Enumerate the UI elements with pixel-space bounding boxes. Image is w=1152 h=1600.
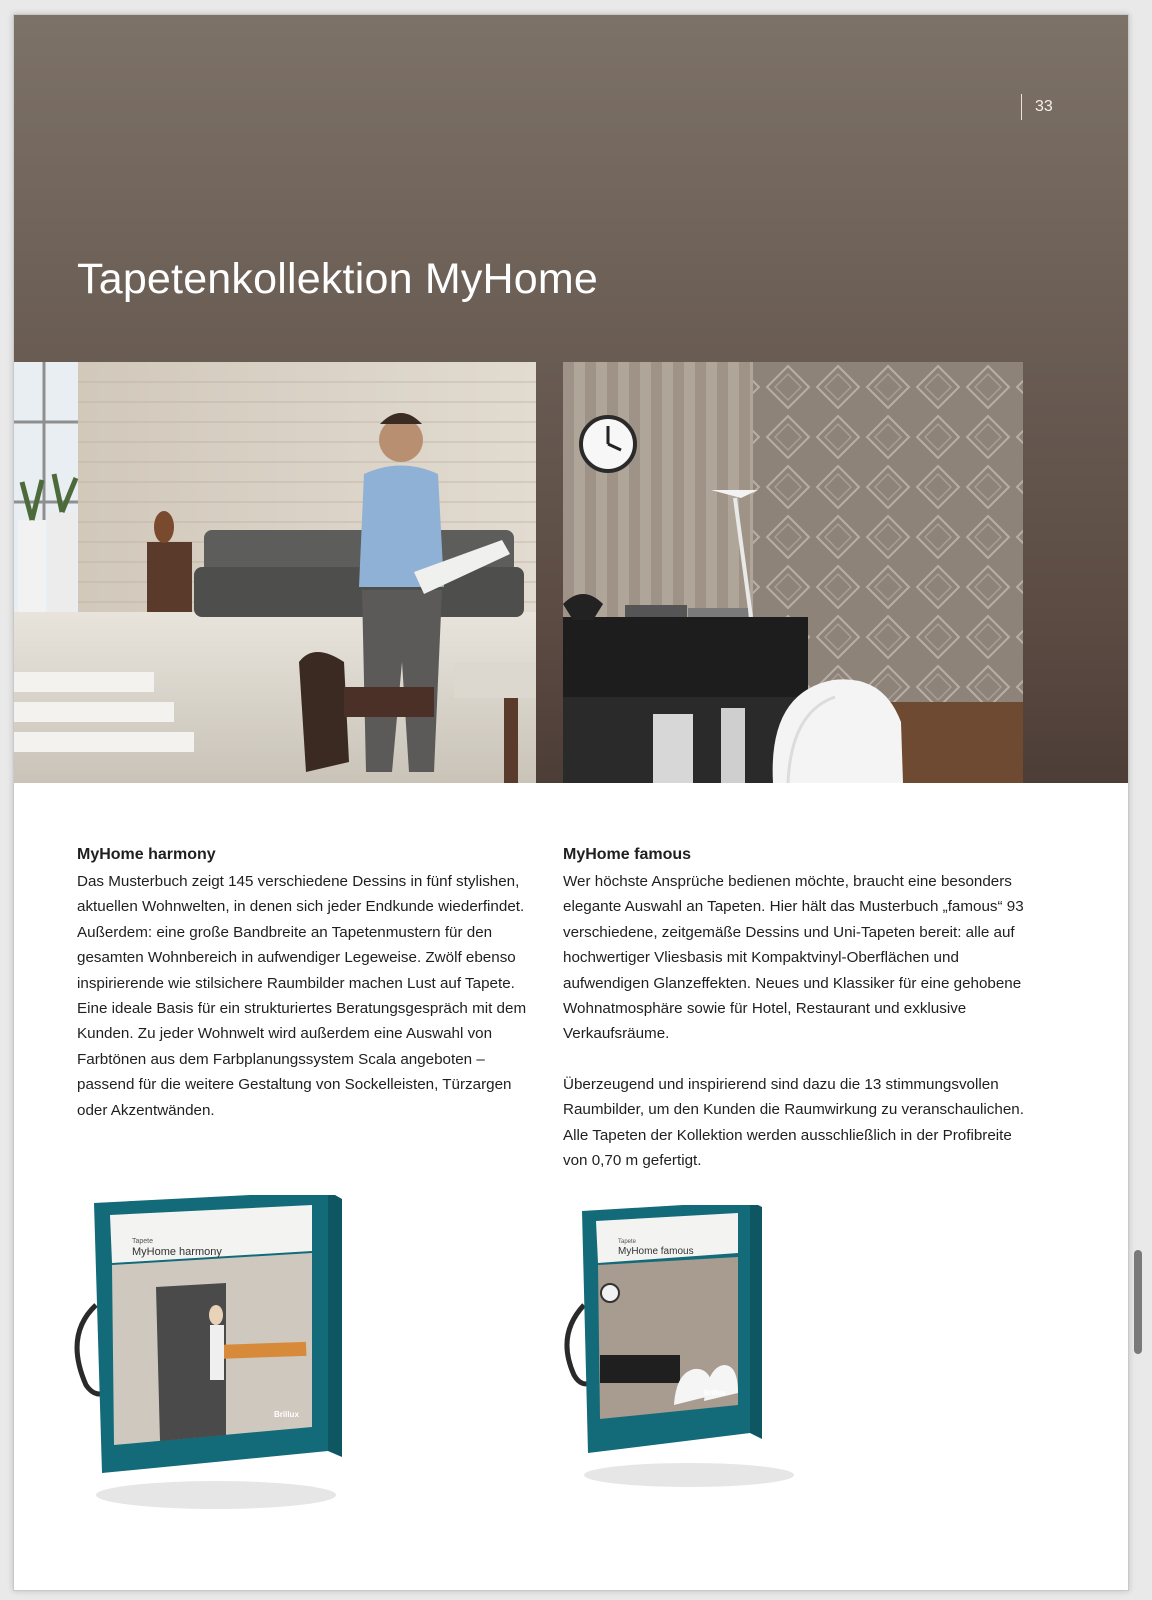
section-paragraph: Wer höchste Ansprüche bedienen möchte, braucht eine besonders elegante Auswahl an Tapeten. Hier hält das Musterbuch „famous“ 93 verschiedene, zeitgemäße Dessins und Uni-Tapeten bereit: alle auf hochwertiger Vliesbasis mit Kompaktvinyl-Oberflächen und aufwendigen Glanzeffekten. Neues und Klassiker für eine gehobene Wohnatmosphäre sowie für Hotel, Restaurant und exklusive Verkaufsräume.	[563, 873, 1024, 1043]
page-number: 33	[1035, 98, 1053, 115]
binder-brand: Brillux	[274, 1410, 299, 1419]
section-heading: MyHome famous	[563, 846, 692, 863]
binder-overline: Tapete	[618, 1239, 637, 1245]
document-page	[13, 14, 1129, 1591]
binder-famous-illustration	[554, 1205, 814, 1495]
binder-harmony-illustration	[66, 1195, 356, 1515]
section-heading: MyHome harmony	[77, 846, 216, 863]
binder-famous	[554, 1205, 814, 1495]
section-paragraph: Überzeugend und inspirierend sind dazu die 13 stimmungsvollen Raumbilder, um den Kunden die Raumwirkung zu veranschaulichen. Alle Tapeten der Kollektion werden ausschließlich in der Profibreite von 0,70 m gefertigt.	[563, 1075, 1024, 1170]
wallpaper-room-photo	[563, 362, 1023, 783]
binder-overline: Tapete	[132, 1238, 154, 1245]
section-paragraph: Das Musterbuch zeigt 145 verschiedene Dessins in fünf stylishen, aktuellen Wohnwelten, in denen sich jeder Endkunde wiederfindet. Außerdem: eine große Bandbreite an Tapetenmustern für den gesamten Wohnbereich in aufwendiger Legeweise. Zwölf ebenso inspirierende wie stilsichere Raumbilder machen Lust auf Tapete. Eine ideale Basis für ein strukturiertes Beratungsgespräch mit dem Kunden. Zu jeder Wohnwelt wird außerdem eine Auswahl von Farbtönen aus dem Farbplanungssystem Scala angeboten – passend für die weitere Gestaltung von Sockelleisten, Türzargen oder Akzentwänden.	[77, 873, 527, 1119]
page-title: Tapetenkollektion MyHome	[77, 255, 599, 303]
living-room-illustration	[14, 362, 536, 783]
binder-harmony	[66, 1195, 356, 1515]
section-harmony	[77, 843, 537, 1123]
binder-label: MyHome famous	[618, 1246, 694, 1257]
living-room-photo	[14, 362, 536, 783]
binder-brand: Brillux	[704, 1390, 726, 1397]
wallpaper-room-illustration	[563, 362, 1023, 783]
page-number-area	[1021, 94, 1053, 120]
section-famous	[563, 843, 1033, 1173]
scrollbar-thumb[interactable]	[1134, 1250, 1142, 1354]
binder-label: MyHome harmony	[132, 1246, 222, 1258]
